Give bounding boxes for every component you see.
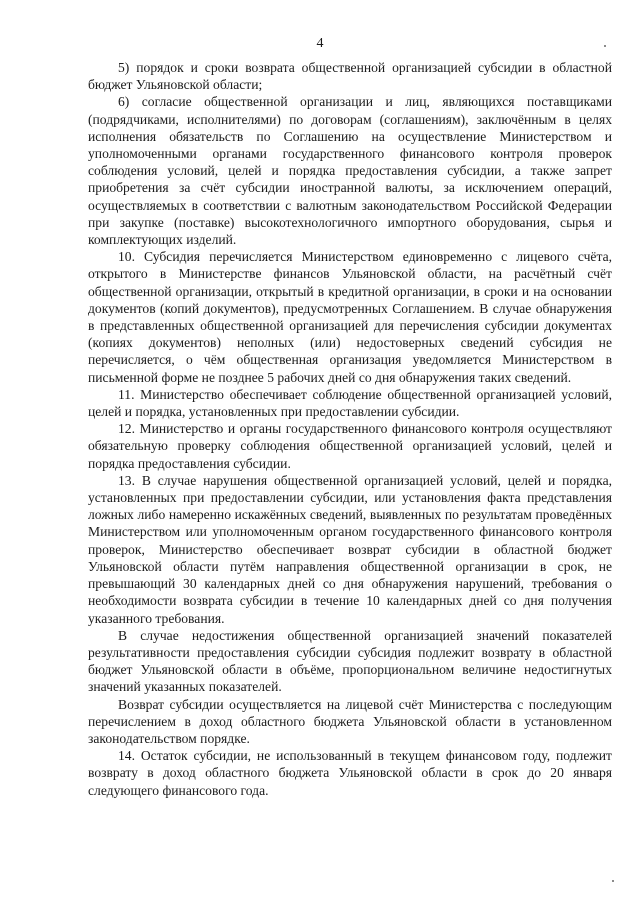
document-body	[88, 59, 612, 799]
scan-speck	[612, 880, 614, 882]
paragraph-item-6: 6) согласие общественной организации и лиц, являющихся поставщиками (подрядчиками, исполнителями) по договорам (соглашениям), заключённым в целях исполнения обязательств по Соглашению на осуществление Министерством и уполномоченными органами государственного финансового контроля проверок соблюдения условий, целей и порядка предоставления субсидии, а также запрет приобретения за счёт субсидии иностранной валюты, за исключением операций, осуществляемых в соответствии с валютным законодательством Российской Федерации при закупке (поставке) высокотехнологичного импортного оборудования, сырья и комплектующих изделий.	[88, 94, 612, 248]
paragraph-clause-12: 12. Министерство и органы государственного финансового контроля осуществляют обязательную проверку соблюдения общественной организацией условий, целей и порядка предоставления субсидии.	[88, 421, 612, 471]
paragraph-clause-14: 14. Остаток субсидии, не использованный в текущем финансовом году, подлежит возврату в доход областного бюджета Ульяновской области в срок до 20 января следующего финансового года.	[88, 748, 612, 798]
scan-speck	[604, 45, 606, 47]
paragraph-refund-procedure: Возврат субсидии осуществляется на лицевой счёт Министерства с последующим перечислением в доход областного бюджета Ульяновской области в установленном законодательством порядке.	[88, 696, 612, 746]
paragraph-item-5: 5) порядок и сроки возврата общественной организацией субсидии в областной бюджет Ульяновской области;	[88, 60, 612, 93]
paragraph-clause-13: 13. В случае нарушения общественной организацией условий, целей и порядка, установленных при предоставлении субсидии, или установления факта представления ложных либо намеренно искажённых сведений, выявленных по результатам проведённых Министерством или уполномоченным органом государственного финансового контроля проверок, Министерство обеспечивает возврат субсидии в областной бюджет Ульяновской области путём направления общественной организации в срок, не превышающий 30 календарных дней со дня обнаружения нарушений, требования о необходимости возврата субсидии в течение 10 календарных дней со дня получения указанного требования.	[88, 472, 612, 626]
paragraph-clause-10: 10. Субсидия перечисляется Министерством единовременно с лицевого счёта, открытого в Министерстве финансов Ульяновской области, на расчётный счёт общественной организации, открытый в кредитной организации, в сроки и на основании документов (копий документов), предусмотренных Соглашением. В случае обнаружения в представленных общественной организацией для перечисления субсидии документах (копиях документов) неполных (или) недостоверных сведений субсидия не перечисляется, о чём общественная организация уведомляется Министерством в письменной форме не позднее 5 рабочих дней со дня обнаружения таких сведений.	[88, 249, 612, 385]
paragraph-clause-13-continued: В случае недостижения общественной организацией значений показателей результативности предоставления субсидии субсидия подлежит возврату в областной бюджет Ульяновской области в объёме, пропорциональном величине недостигнутых значений указанных показателей.	[88, 627, 612, 695]
page-number: 4	[316, 36, 324, 51]
paragraph-clause-11: 11. Министерство обеспечивает соблюдение общественной организацией условий, целей и порядка, установленных при предоставлении субсидии.	[88, 386, 612, 420]
